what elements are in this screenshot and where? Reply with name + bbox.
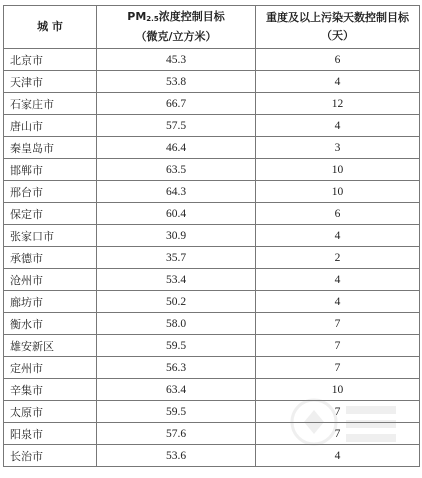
city-cell: 石家庄市 [4,93,97,115]
header-row [4,6,420,49]
pm25-target-cell: 53.8 [97,71,256,93]
city-header-label: 城 市 [37,20,63,33]
pm25-target-cell: 53.4 [97,269,256,291]
pm-label-subscript: 2.5 [146,15,159,23]
pm-label-prefix: PM [127,10,147,23]
heavy-pollution-days-cell: 7 [256,357,420,379]
heavy-pollution-days-cell: 4 [256,269,420,291]
heavy-pollution-days-cell: 10 [256,159,420,181]
table-row [4,247,420,269]
table-row [4,181,420,203]
pm25-target-cell: 63.5 [97,159,256,181]
pm25-target-cell: 45.3 [97,49,256,71]
pm25-target-cell: 50.2 [97,291,256,313]
days-column-header [256,6,420,49]
table-row [4,379,420,401]
heavy-pollution-days-cell: 2 [256,247,420,269]
pollution-targets-table [3,5,420,467]
pm25-target-cell: 56.3 [97,357,256,379]
table-row [4,159,420,181]
heavy-pollution-days-cell: 10 [256,379,420,401]
heavy-pollution-days-cell: 12 [256,93,420,115]
city-cell: 长治市 [4,445,97,467]
pm25-target-cell: 59.5 [97,335,256,357]
pm25-header-unit: （微克/立方米） [135,30,217,43]
city-cell: 邯郸市 [4,159,97,181]
table-row [4,313,420,335]
table-row [4,49,420,71]
table-row [4,357,420,379]
pm25-target-cell: 30.9 [97,225,256,247]
pm25-target-cell: 46.4 [97,137,256,159]
pm25-target-cell: 63.4 [97,379,256,401]
pm25-target-cell: 35.7 [97,247,256,269]
table-row [4,225,420,247]
pm25-target-cell: 59.5 [97,401,256,423]
city-cell: 秦皇岛市 [4,137,97,159]
heavy-pollution-days-cell: 6 [256,203,420,225]
heavy-pollution-days-cell: 4 [256,115,420,137]
heavy-pollution-days-cell: 6 [256,49,420,71]
pm25-target-cell: 53.6 [97,445,256,467]
city-cell: 雄安新区 [4,335,97,357]
heavy-pollution-days-cell: 7 [256,335,420,357]
heavy-pollution-days-cell: 3 [256,137,420,159]
city-cell: 廊坊市 [4,291,97,313]
heavy-pollution-days-cell: 4 [256,445,420,467]
city-cell: 保定市 [4,203,97,225]
heavy-pollution-days-cell: 4 [256,291,420,313]
days-header-unit: （天） [321,29,354,42]
pm25-target-cell: 57.6 [97,423,256,445]
table-row [4,445,420,467]
pm25-header-title [97,8,255,28]
city-column-header [4,6,97,49]
pm25-target-cell: 60.4 [97,203,256,225]
heavy-pollution-days-cell: 10 [256,181,420,203]
city-cell: 北京市 [4,49,97,71]
table-row [4,71,420,93]
table-row [4,203,420,225]
table-row [4,115,420,137]
pm25-target-cell: 58.0 [97,313,256,335]
table-row [4,423,420,445]
table-row [4,401,420,423]
pm25-target-cell: 64.3 [97,181,256,203]
heavy-pollution-days-cell: 7 [256,313,420,335]
city-cell: 天津市 [4,71,97,93]
city-cell: 阳泉市 [4,423,97,445]
table-row [4,137,420,159]
table-row [4,93,420,115]
city-cell: 沧州市 [4,269,97,291]
city-cell: 唐山市 [4,115,97,137]
pm-label-suffix: 浓度控制目标 [158,10,225,23]
table-body [4,49,420,467]
heavy-pollution-days-cell: 4 [256,71,420,93]
table-row [4,291,420,313]
pm25-column-header [97,6,256,49]
heavy-pollution-days-cell: 7 [256,401,420,423]
city-cell: 定州市 [4,357,97,379]
city-cell: 张家口市 [4,225,97,247]
city-cell: 承德市 [4,247,97,269]
table-row [4,335,420,357]
city-cell: 太原市 [4,401,97,423]
pm25-target-cell: 57.5 [97,115,256,137]
table-row [4,269,420,291]
city-cell: 辛集市 [4,379,97,401]
city-cell: 衡水市 [4,313,97,335]
city-cell: 邢台市 [4,181,97,203]
pm25-target-cell: 66.7 [97,93,256,115]
days-header-title: 重度及以上污染天数控制目标 [266,11,409,24]
heavy-pollution-days-cell: 4 [256,225,420,247]
heavy-pollution-days-cell: 7 [256,423,420,445]
